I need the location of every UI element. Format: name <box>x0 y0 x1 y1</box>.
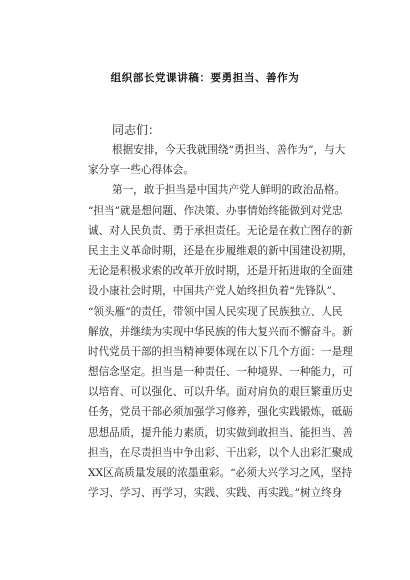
text-line: 诚、对人民负责、勇于承担责任。无论是在救亡图存的新 <box>88 224 353 237</box>
text-line: “领头雁”的责任，带领中国人民实现了民族独立、人民 <box>88 305 343 318</box>
document-title: 组织部长党课讲稿：要勇担当、善作为 <box>110 72 300 84</box>
salutation: 同志们： <box>112 123 161 137</box>
text-line: 担当，在尽责担当中争出彩、干出彩，以个人出彩汇聚成 <box>88 446 353 459</box>
text-line: “担当”就是想问题、作决策、办事情始终能做到对党忠 <box>88 204 343 217</box>
text-line: 任务，党员干部必须加强学习修养，强化实践锻炼，砥砺 <box>88 406 353 419</box>
text-line: 民主主义革命时期，还是在步履维艰的新中国建设初期， <box>88 244 353 257</box>
body-text <box>88 140 354 503</box>
text-line: 根据安排，今天我就围绕“勇担当、善作为”，与大 <box>112 144 346 156</box>
text-line: 时代党员干部的担当精神要体现在以下几个方面：一是理 <box>88 345 353 358</box>
text-line: 以培育、可以强化、可以升华。面对肩负的艰巨繁重历史 <box>88 386 353 399</box>
text-line: 思想品质，提升能力素质，切实做到敢担当、能担当、善 <box>88 426 353 439</box>
text-line: 学习、学习、再学习，实践、实践、再实践。”树立终身 <box>88 487 343 500</box>
text-line: 想信念坚定。担当是一种责任、一种境界、一种能力，可 <box>88 366 353 379</box>
text-line: 第一，敢于担当是中国共产党人鲜明的政治品格。 <box>112 184 346 197</box>
text-line: 无论是积极求索的改革开放时期，还是开拓进取的全面建 <box>88 265 353 278</box>
text-line: XX区高质量发展的浓墨重彩。“必须大兴学习之风，坚持 <box>88 467 353 479</box>
text-line: 设小康社会时期，中国共产党人始终担负着“先锋队”、 <box>88 285 343 298</box>
text-line: 家分享一些心得体会。 <box>88 164 194 177</box>
text-line: 解放，并继续为实现中华民族的伟大复兴而不懈奋斗。新 <box>88 325 353 338</box>
